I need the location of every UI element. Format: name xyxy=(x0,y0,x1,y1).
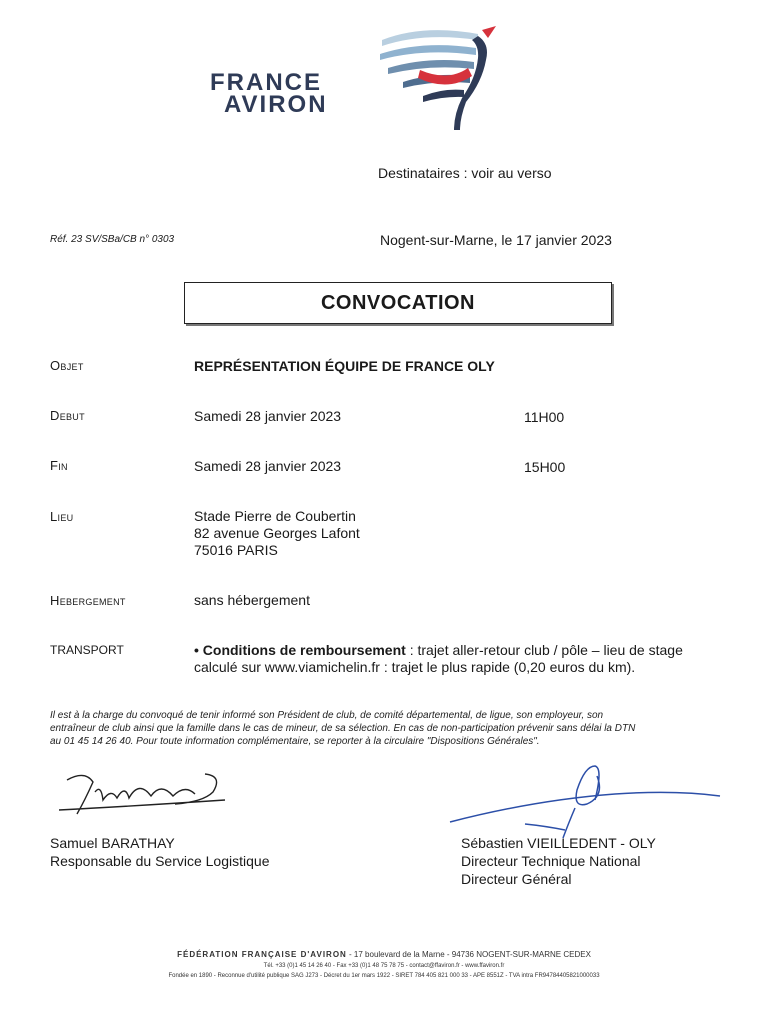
logo-line2: AVIRON xyxy=(224,91,328,118)
hebergement-value: sans hébergement xyxy=(194,592,310,608)
right-signatory-role2: Directeur Général xyxy=(461,871,572,887)
right-signatory-name: Sébastien VIEILLEDENT - OLY xyxy=(461,835,656,851)
lieu-line2: 82 avenue Georges Lafont xyxy=(194,525,360,541)
fin-label: Fin xyxy=(50,458,68,473)
title-text: CONVOCATION xyxy=(320,291,475,314)
logo-line1: FRANCE xyxy=(210,69,322,96)
right-signature-icon xyxy=(445,760,725,840)
debut-time: 11H00 xyxy=(524,409,565,425)
footer-contact: Tél. +33 (0)1 45 14 26 40 - Fax +33 (0)1 48 75 78 75 - contact@ffaviron.fr - www.ffaviron.fr xyxy=(263,963,505,969)
transport-rest: : trajet aller-retour club / pôle – lieu de stage xyxy=(405,642,683,658)
document-title xyxy=(184,282,612,324)
recipients-note: Destinataires : voir au verso xyxy=(378,165,552,181)
transport-bullet: • Conditions de remboursement xyxy=(194,642,406,658)
rooster-logo-icon xyxy=(378,24,508,134)
right-signatory-role1: Directeur Technique National xyxy=(461,853,641,869)
lieu-line1: Stade Pierre de Coubertin xyxy=(194,508,356,524)
lieu-label: Lieu xyxy=(50,509,74,524)
fin-date: Samedi 28 janvier 2023 xyxy=(194,458,342,474)
transport-label: TRANSPORT xyxy=(50,643,124,657)
lieu-address xyxy=(194,508,360,559)
right-signatory xyxy=(461,834,656,888)
fin-time: 15H00 xyxy=(524,459,566,475)
hebergement-label: Hebergement xyxy=(50,593,126,608)
notice-paragraph xyxy=(50,709,732,748)
left-signatory xyxy=(50,834,269,870)
objet-label: Objet xyxy=(50,358,84,373)
logo-wordmark xyxy=(210,69,328,118)
reference-number: Réf. 23 SV/SBa/CB n° 0303 xyxy=(50,234,175,245)
left-signatory-role: Responsable du Service Logistique xyxy=(50,853,270,869)
footer-org: FÉDÉRATION FRANÇAISE D'AVIRON xyxy=(177,950,347,959)
debut-label: Debut xyxy=(50,408,85,423)
footer-address-line xyxy=(0,950,768,959)
notice-line3: au 01 45 14 26 40. Pour toute information complémentaire, se reporter à la circulaire "Dispositions Générales". xyxy=(50,736,540,747)
lieu-line3: 75016 PARIS xyxy=(194,542,278,558)
footer-legal: Fondée en 1890 - Reconnue d'utilité publique SAG J273 - Décret du 1er mars 1922 - SIRET 784 405 821 000 33 - APE 8551Z - TVA intra FR94784405821000033 xyxy=(168,973,600,979)
footer-address: - 17 boulevard de la Marne - 94736 NOGENT-SUR-MARNE CEDEX xyxy=(346,950,591,959)
transport-value xyxy=(194,642,734,676)
debut-date: Samedi 28 janvier 2023 xyxy=(194,408,342,424)
transport-line2: calculé sur www.viamichelin.fr : trajet le plus rapide (0,20 euros du km). xyxy=(194,659,636,675)
place-and-date: Nogent-sur-Marne, le 17 janvier 2023 xyxy=(380,232,612,248)
notice-line1: Il est à la charge du convoqué de tenir informé son Président de club, de comité départemental, de ligue, son employeur, son xyxy=(50,710,604,721)
left-signature-icon xyxy=(55,770,230,830)
left-signatory-name: Samuel BARATHAY xyxy=(50,835,175,851)
notice-line2: entraîneur de club ainsi que la famille dans le cas de mineur, de sa sélection. En cas de non-participation prévenir sans délai la DTN xyxy=(50,723,636,734)
objet-value: REPRÉSENTATION ÉQUIPE DE FRANCE OLY xyxy=(194,358,495,374)
